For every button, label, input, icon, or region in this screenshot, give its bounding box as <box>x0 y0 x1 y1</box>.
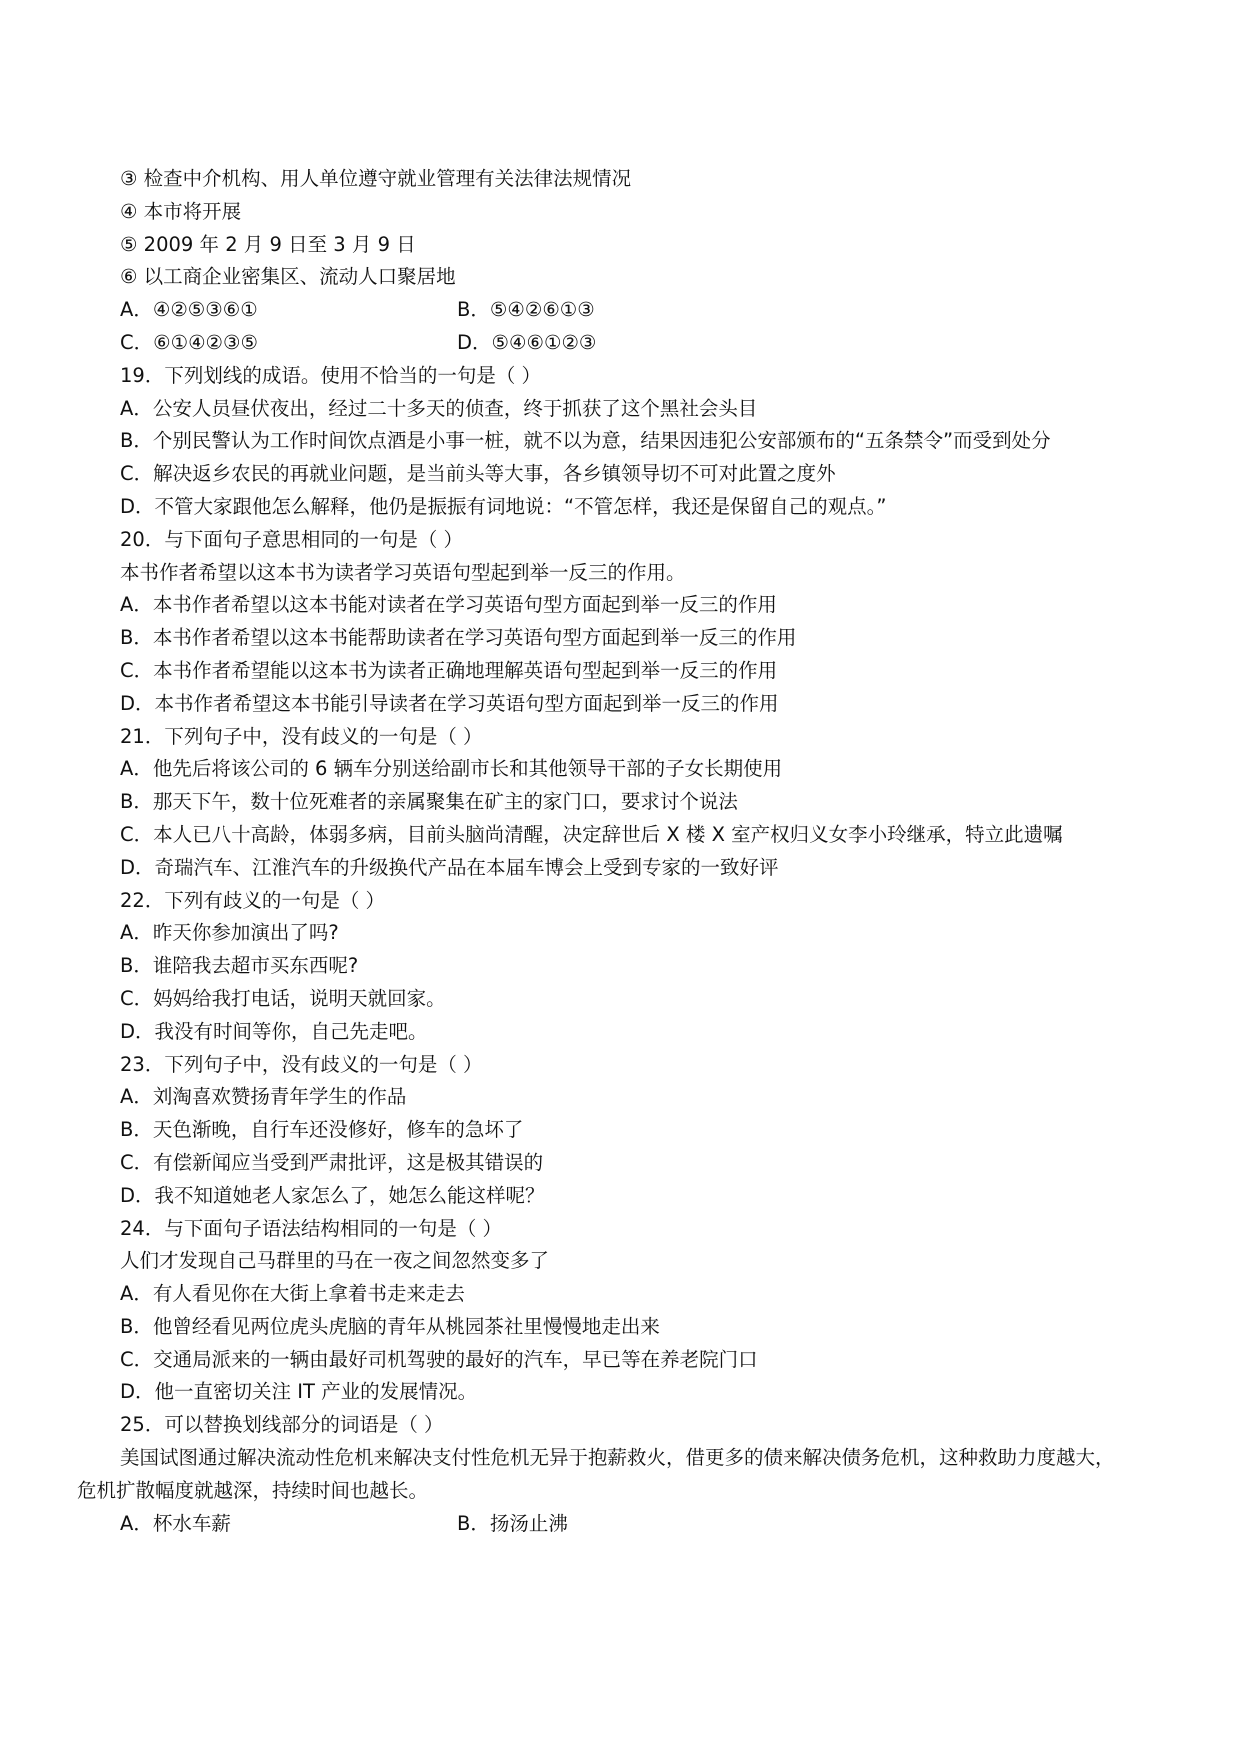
q22-option-b: B．谁陪我去超市买东西呢? <box>120 954 359 978</box>
q20-stem: 20．与下面句子意思相同的一句是（ ） <box>120 527 464 551</box>
q18-item-4: ④ 本市将开展 <box>120 199 242 223</box>
q19-option-b: B．个别民警认为工作时间饮点酒是小事一桩，就不以为意，结果因违犯公安部颁布的“五条禁令”而受到处分 <box>120 429 1051 453</box>
q18-options-row-2 <box>77 327 1132 360</box>
q18-item-6: ⑥ 以工商企业密集区、流动人口聚居地 <box>120 265 456 289</box>
q23-option-b: B．天色渐晚，自行车还没修好，修车的急坏了 <box>120 1118 524 1142</box>
q22-stem: 22．下列有歧义的一句是（ ） <box>120 888 386 912</box>
q19-option-c: C．解决返乡农民的再就业问题，是当前头等大事，各乡镇领导切不可对此置之度外 <box>120 462 836 486</box>
q25-option-b: B．扬汤止沸 <box>457 1511 568 1535</box>
q20-option-c: C．本书作者希望能以这本书为读者正确地理解英语句型起到举一反三的作用 <box>120 658 778 682</box>
q21-stem: 21．下列句子中，没有歧义的一句是（ ） <box>120 724 483 748</box>
q24-option-b: B．他曾经看见两位虎头虎脑的青年从桃园茶社里慢慢地走出来 <box>120 1314 660 1338</box>
q18-option-c: C．⑥①④②③⑤ <box>120 330 259 354</box>
q18-option-d: D．⑤④⑥①②③ <box>457 330 597 354</box>
q20-sentence: 本书作者希望以这本书为读者学习英语句型起到举一反三的作用。 <box>120 560 686 584</box>
q21-option-c: C．本人已八十高龄，体弱多病，目前头脑尚清醒，决定辞世后 X 楼 X 室产权归义女李小玲继承，特立此遗嘱 <box>120 822 1063 846</box>
q22-option-c: C．妈妈给我打电话，说明天就回家。 <box>120 986 446 1010</box>
q21-option-b: B．那天下午，数十位死难者的亲属聚集在矿主的家门口，要求讨个说法 <box>120 790 738 814</box>
q25-options-row-1 <box>77 1508 1132 1541</box>
q24-stem: 24．与下面句子语法结构相同的一句是（ ） <box>120 1216 503 1240</box>
q24-sentence: 人们才发现自己马群里的马在一夜之间忽然变多了 <box>120 1249 550 1273</box>
q20-option-b: B．本书作者希望以这本书能帮助读者在学习英语句型方面起到举一反三的作用 <box>120 626 797 650</box>
q23-option-a: A．刘淘喜欢赞扬青年学生的作品 <box>120 1085 407 1109</box>
q23-option-c: C．有偿新闻应当受到严肃批评，这是极其错误的 <box>120 1150 544 1174</box>
q18-item-5: ⑤ 2009 年 2 月 9 日至 3 月 9 日 <box>120 232 416 256</box>
q23-stem: 23．下列句子中，没有歧义的一句是（ ） <box>120 1052 483 1076</box>
q20-option-d: D．本书作者希望这本书能引导读者在学习英语句型方面起到举一反三的作用 <box>120 691 779 715</box>
q18-options-row-1 <box>77 294 1132 327</box>
q19-stem: 19．下列划线的成语。使用不恰当的一句是（ ） <box>120 363 542 387</box>
q23-option-d: D．我不知道她老人家怎么了，她怎么能这样呢？ <box>120 1183 545 1207</box>
q22-option-a: A．昨天你参加演出了吗? <box>120 921 339 945</box>
q18-option-a: A．④②⑤③⑥① <box>120 298 258 322</box>
q18-item-3: ③ 检查中介机构、用人单位遵守就业管理有关法律法规情况 <box>120 167 632 190</box>
q25-passage: 美国试图通过解决流动性危机来解决支付性危机无异于抱薪救火，借更多的债来解决债务危机，这种救助力度越大，危机扩散幅度就越深，持续时间也越长。 <box>77 1446 1115 1502</box>
q21-option-d: D．奇瑞汽车、江淮汽车的升级换代产品在本届车博会上受到专家的一致好评 <box>120 855 779 879</box>
q24-option-c: C．交通局派来的一辆由最好司机驾驶的最好的汽车，早已等在养老院门口 <box>120 1347 758 1371</box>
q22-option-d: D．我没有时间等你，自己先走吧。 <box>120 1019 428 1043</box>
q25-option-a: A．杯水车薪 <box>120 1511 231 1535</box>
q20-option-a: A．本书作者希望以这本书能对读者在学习英语句型方面起到举一反三的作用 <box>120 593 777 617</box>
q24-option-d: D．他一直密切关注 IT 产业的发展情况。 <box>120 1380 478 1404</box>
q19-option-a: A．公安人员昼伏夜出，经过二十多天的侦查，终于抓获了这个黑社会头目 <box>120 396 758 420</box>
q21-option-a: A．他先后将该公司的 6 辆车分别送给副市长和其他领导干部的子女长期使用 <box>120 757 783 781</box>
q25-stem: 25．可以替换划线部分的词语是（ ） <box>120 1413 444 1437</box>
q24-option-a: A．有人看见你在大街上拿着书走来走去 <box>120 1282 465 1306</box>
q19-option-d: D．不管大家跟他怎么解释，他仍是振振有词地说：“不管怎样，我还是保留自己的观点。” <box>120 494 887 518</box>
q18-option-b: B．⑤④②⑥①③ <box>457 298 595 322</box>
